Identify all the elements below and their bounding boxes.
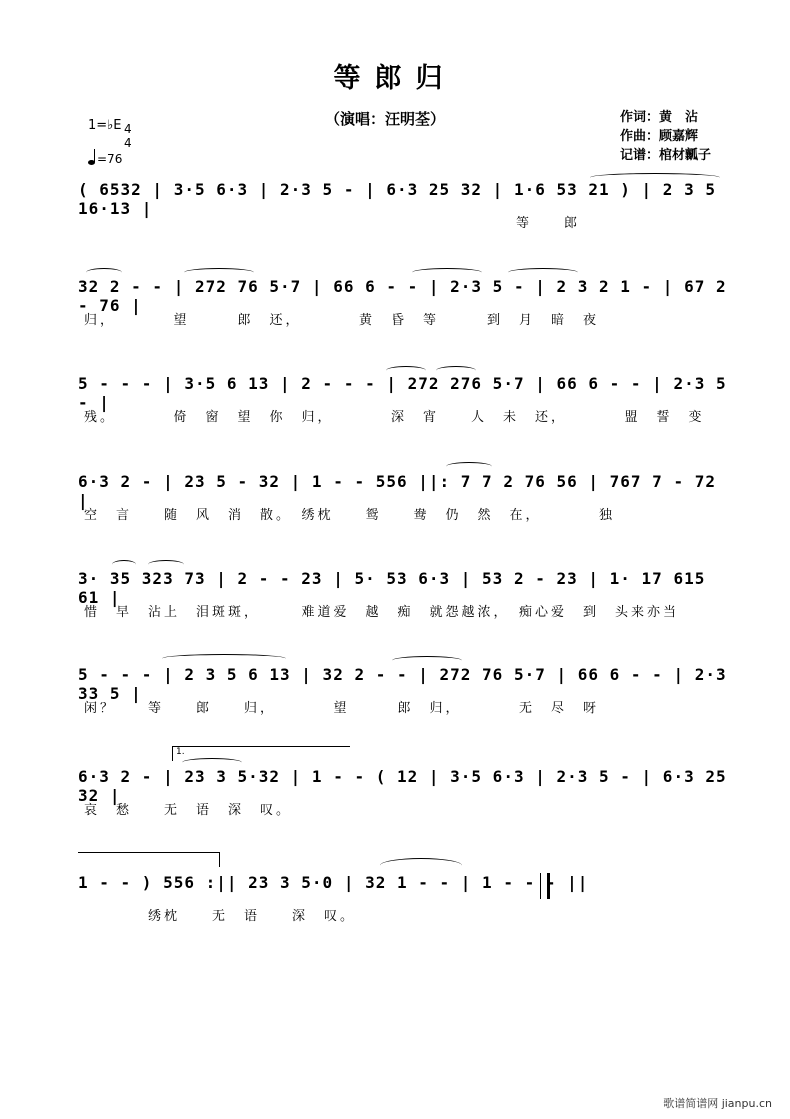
site-watermark: 歌谱简谱网 jianpu.cn (663, 1097, 772, 1110)
slur-mark (412, 268, 482, 277)
transcriber-credit: 记谱：棺材瓤子 (620, 148, 712, 163)
composer-credit: 作曲：顾嘉辉 (620, 129, 699, 144)
meter-top: 4 (124, 122, 132, 136)
singer-credit: （演唱：汪明荃） (325, 110, 446, 128)
notation-row-5: 3· 35 323 73 | 2 - - 23 | 5· 53 6·3 | 53 2 - 23 | 1· 17 615 61 | (78, 569, 706, 607)
volta-bracket-end (78, 852, 220, 867)
slur-mark (182, 758, 242, 767)
notation-row-2: 32 2 - - | 272 76 5·7 | 66 6 - - | 2·3 5 - | 2 3 2 1 - | 67 2 - 76 | (78, 277, 727, 315)
slur-mark (392, 656, 462, 665)
lyrics-row-1: 等 郎 (84, 216, 581, 231)
notation-row-4: 6·3 2 - | 23 5 - 32 | 1 - - 556 ||: 7 7 2 76 56 | 767 7 - 72 | (78, 472, 716, 510)
quarter-note-icon (88, 160, 95, 165)
lyrics-row-6: 闲？ 等 郎 归， 望 郎 归， 无 尽 呀 (84, 701, 600, 716)
notation-row-7: 6·3 2 - | 23 3 5·32 | 1 - - ( 12 | 3·5 6·3 | 2·3 5 - | 6·3 25 32 | (78, 767, 727, 805)
slur-mark (148, 560, 184, 569)
slur-mark (508, 268, 578, 277)
lyrics-row-5: 惜 早 沾上 泪斑斑， 难道爱 越 痴 就怨越浓， 痴心爱 到 头来亦当 (84, 605, 680, 620)
notation-row-8: 1 - - ) 556 :|| 23 3 5·0 | 32 1 - - | 1 - - - || (78, 873, 589, 892)
song-title: 等郎归 (333, 63, 457, 94)
lyrics-row-8: 绣枕 无 语 深 叹。 (84, 909, 357, 924)
lyrics-row-2: 归， 望 郎 还， 黄 昏 等 到 月 暗 夜 (84, 313, 600, 328)
notation-row-6: 5 - - - | 2 3 5 6 13 | 32 2 - - | 272 76 5·7 | 66 6 - - | 2·3 33 5 | (78, 665, 727, 703)
tempo-marking (88, 152, 122, 166)
time-signature (124, 122, 132, 150)
key-signature: 1=♭E (88, 118, 122, 133)
notation-row-3: 5 - - - | 3·5 6 13 | 2 - - - | 272 276 5·7 | 66 6 - - | 2·3 5 - | (78, 374, 727, 412)
tempo-value: =76 (97, 152, 123, 166)
meter-bottom: 4 (124, 136, 132, 150)
slur-mark (590, 173, 720, 182)
final-barline (540, 873, 550, 899)
slur-mark (162, 654, 286, 663)
slur-mark (446, 462, 492, 471)
slur-mark (112, 560, 136, 569)
slur-mark (184, 268, 254, 277)
lyrics-row-7: 哀 愁 无 语 深 叹。 (84, 803, 293, 818)
volta-bracket-1: 1. (172, 746, 350, 761)
lyricist-credit: 作词：黄 沾 (620, 110, 699, 125)
lyrics-row-4: 空 言 随 风 消 散。 绣枕 鸳 鸯 仍 然 在， 独 (84, 508, 616, 523)
slur-mark (436, 366, 476, 375)
slur-mark (380, 858, 462, 873)
slur-mark (386, 366, 426, 375)
slur-mark (86, 268, 122, 277)
lyrics-row-3: 残。 倚 窗 望 你 归， 深 宵 人 未 还， 盟 誓 变 (84, 410, 705, 425)
notation-row-1: ( 6532 | 3·5 6·3 | 2·3 5 - | 6·3 25 32 | 1·6 53 21 ) | 2 3 5 16·13 | (78, 180, 716, 218)
